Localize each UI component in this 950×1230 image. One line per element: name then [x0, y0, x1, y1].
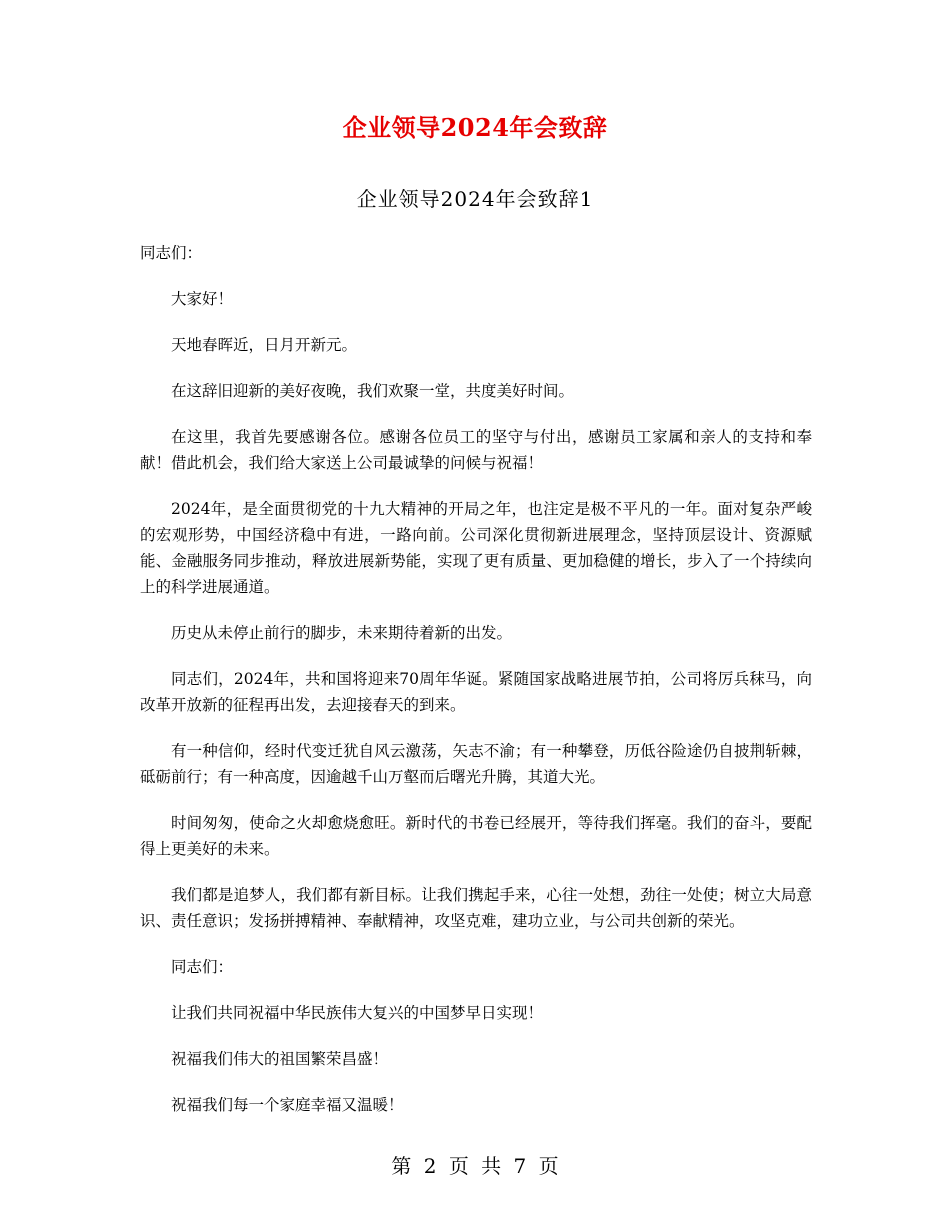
paragraph: 让我们共同祝福中华民族伟大复兴的中国梦早日实现！ — [171, 1004, 544, 1022]
paragraph: 天地春晖近，日月开新元。 — [171, 336, 358, 354]
greeting: 同志们： — [140, 244, 203, 262]
paragraph: 在这辞旧迎新的美好夜晚，我们欢聚一堂，共度美好时间。 — [171, 382, 575, 400]
paragraph: 祝福我们每一个家庭幸福又温暖！ — [171, 1096, 404, 1114]
paragraph: 历史从未停止前行的脚步，未来期待着新的出发。 — [171, 624, 513, 642]
page-number-footer: 第 2 页 共 7 页 — [391, 1154, 559, 1178]
paragraph: 有一种信仰，经时代变迁犹自风云激荡，矢志不渝；有一种攀登，历低谷险途仍自披荆斩棘，砥砺前行；有一种高度，因逾越千山万壑而后曙光升腾，其道大光。 — [140, 742, 812, 786]
paragraph: 大家好！ — [171, 290, 234, 308]
paragraph: 同志们： — [171, 958, 234, 976]
paragraph: 时间匆匆，使命之火却愈烧愈旺。新时代的书卷已经展开，等待我们挥毫。我们的奋斗，要配得上更美好的未来。 — [140, 814, 812, 858]
document-body — [140, 240, 812, 1138]
paragraph: 我们都是追梦人，我们都有新目标。让我们携起手来，心往一处想，劲往一处使；树立大局意识、责任意识；发扬拼搏精神、奉献精神，攻坚克难，建功立业，与公司共创新的荣光。 — [140, 886, 812, 930]
paragraph: 2024年，是全面贯彻党的十九大精神的开局之年，也注定是极不平凡的一年。面对复杂严峻的宏观形势，中国经济稳中有进，一路向前。公司深化贯彻新进展理念，坚持顶层设计、资源赋能、金融服务同步推动，释放进展新势能，实现了更有质量、更加稳健的增长，步入了一个持续向上的科学进展通道。 — [140, 500, 812, 596]
document-title: 企业领导2024年会致辞 — [342, 113, 608, 142]
document-subtitle: 企业领导2024年会致辞1 — [356, 187, 594, 211]
paragraph: 在这里，我首先要感谢各位。感谢各位员工的坚守与付出，感谢员工家属和亲人的支持和奉献！借此机会，我们给大家送上公司最诚挚的问候与祝福！ — [140, 428, 812, 472]
paragraph: 祝福我们伟大的祖国繁荣昌盛！ — [171, 1050, 389, 1068]
paragraph: 同志们，2024年，共和国将迎来70周年华诞。紧随国家战略进展节拍，公司将厉兵秣马，向改革开放新的征程再出发，去迎接春天的到来。 — [140, 670, 812, 714]
